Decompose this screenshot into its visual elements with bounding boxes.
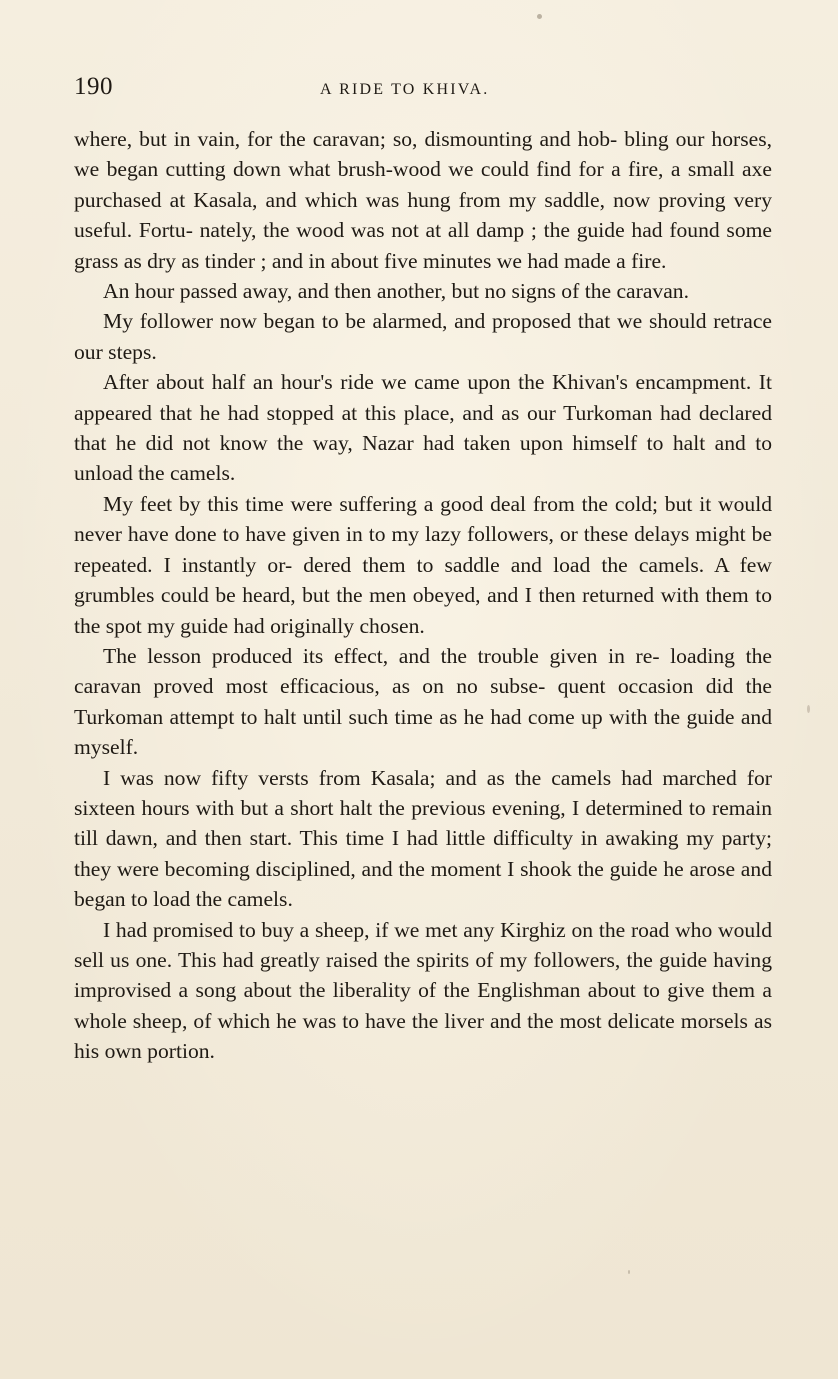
paragraph-2: An hour passed away, and then another, but no signs of the caravan. <box>103 279 689 304</box>
paragraph-8: I had promised to buy a sheep, if we met any Kirghiz on the road who would sell us one. This had greatly raised the spirits of my followers, the guide having improvised a song about the liberality of the Englishman about to give them a whole sheep, of which he was to have the liver and the most delicate morsels as his own portion. <box>74 917 772 1064</box>
page-header <box>74 72 774 108</box>
paragraph-6: The lesson produced its effect, and the trouble given in re- loading the caravan proved most efficacious, as on no subse- quent occasion did the Turkoman attempt to halt until such time as he had come up with the guide and myself. <box>74 643 772 760</box>
body-text <box>74 124 772 1067</box>
running-head: A RIDE TO KHIVA. <box>320 81 490 98</box>
paragraph-3: My follower now began to be alarmed, and proposed that we should retrace our steps. <box>74 309 772 364</box>
paragraph-5: My feet by this time were suffering a good deal from the cold; but it would never have done to have given in to my lazy followers, or these delays might be repeated. I instantly or- dered them to saddle and load the camels. A few grumbles could be heard, but the men obeyed, and I then returned with them to the spot my guide had originally chosen. <box>74 491 772 638</box>
paper-speck <box>807 705 810 713</box>
paper-speck <box>628 1270 630 1274</box>
page-number: 190 <box>74 73 113 100</box>
paper-speck <box>537 14 542 19</box>
paragraph-1: where, but in vain, for the caravan; so, dismounting and hob- bling our horses, we began cutting down what brush-wood we could find for a fire, a small axe purchased at Kasala, and which was hung from my saddle, now proving very useful. Fortu- nately, the wood was not at all damp ; the guide had found some grass as dry as tinder ; and in about five minutes we had made a fire. <box>74 127 772 273</box>
paragraph-7: I was now fifty versts from Kasala; and as the camels had marched for sixteen hours with but a short halt the previous evening, I determined to remain till dawn, and then start. This time I had little difficulty in awaking my party; they were becoming disciplined, and the moment I shook the guide he arose and began to load the camels. <box>74 765 772 912</box>
paragraph-4: After about half an hour's ride we came upon the Khivan's encampment. It appeared that he had stopped at this place, and as our Turkoman had declared that he did not know the way, Nazar had taken upon himself to halt and to unload the camels. <box>74 370 772 486</box>
